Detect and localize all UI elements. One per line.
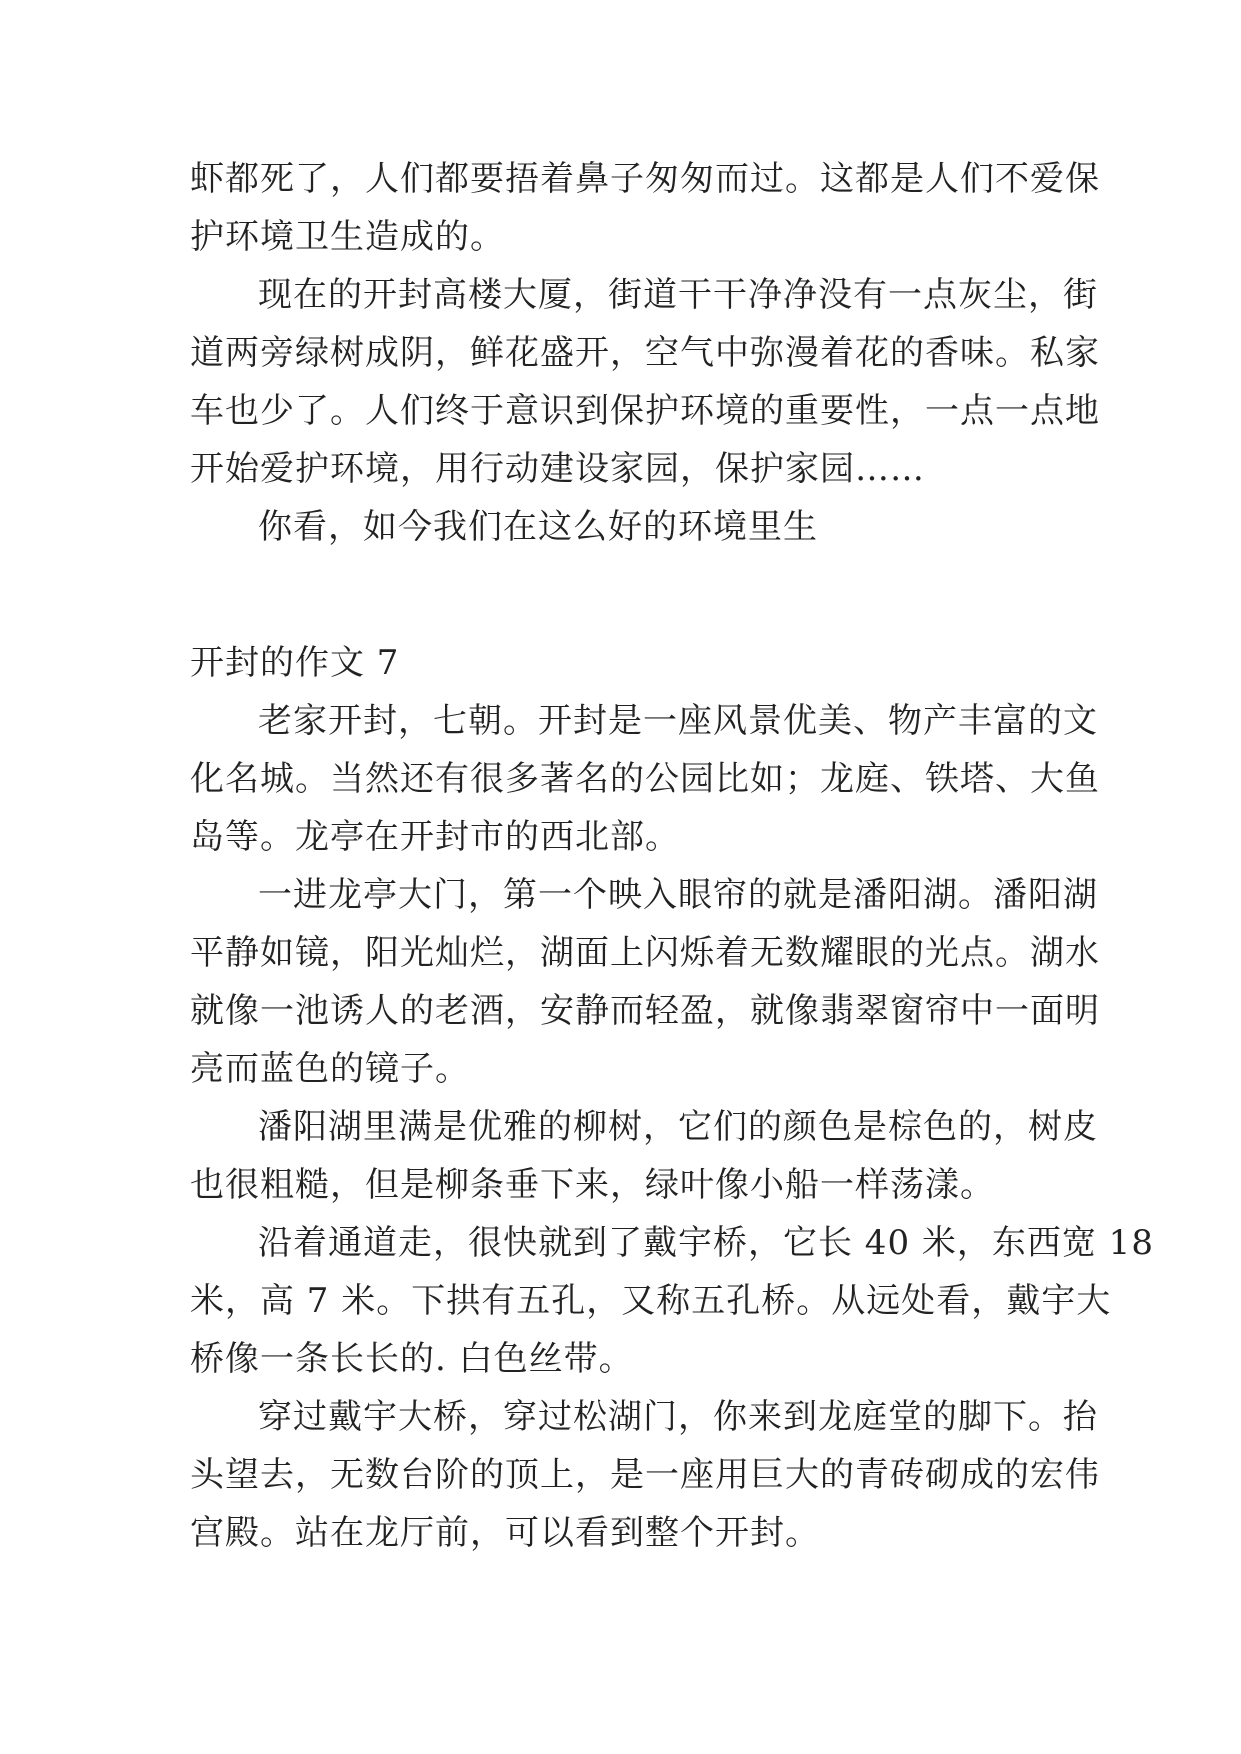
text-line: 道两旁绿树成阴，鲜花盛开，空气中弥漫着花的香味。私家 bbox=[190, 333, 1100, 373]
text-line: 潘阳湖里满是优雅的柳树，它们的颜色是棕色的，树皮 bbox=[258, 1107, 1098, 1147]
text-line: 现在的开封高楼大厦，街道干干净净没有一点灰尘，街 bbox=[258, 275, 1098, 315]
text-line: 岛等。龙亭在开封市的西北部。 bbox=[190, 817, 680, 857]
text-line: 老家开封，七朝。开封是一座风景优美、物产丰富的文 bbox=[258, 701, 1098, 741]
text-line: 米，高 7 米。下拱有五孔，又称五孔桥。从远处看，戴宇大 bbox=[190, 1281, 1112, 1321]
document-page bbox=[190, 150, 1154, 1562]
text-line: 也很粗糙，但是柳条垂下来，绿叶像小船一样荡漾。 bbox=[190, 1165, 995, 1205]
text-line: 桥像一条长长的. 白色丝带。 bbox=[190, 1339, 634, 1379]
text-line: 虾都死了，人们都要捂着鼻子匆匆而过。这都是人们不爱保 bbox=[190, 159, 1100, 199]
section-heading: 开封的作文 7 bbox=[190, 643, 400, 683]
text-line: 化名城。当然还有很多著名的公园比如；龙庭、铁塔、大鱼 bbox=[190, 759, 1100, 799]
text-line: 沿着通道走，很快就到了戴宇桥，它长 40 米，东西宽 18 bbox=[258, 1223, 1154, 1263]
text-line: 你看，如今我们在这么好的环境里生 bbox=[258, 507, 818, 547]
text-line: 开始爱护环境，用行动建设家园，保护家园…… bbox=[190, 449, 925, 489]
text-line: 就像一池诱人的老酒，安静而轻盈，就像翡翠窗帘中一面明 bbox=[190, 991, 1100, 1031]
text-line: 一进龙亭大门，第一个映入眼帘的就是潘阳湖。潘阳湖 bbox=[258, 875, 1098, 915]
text-line: 穿过戴宇大桥，穿过松湖门，你来到龙庭堂的脚下。抬 bbox=[258, 1397, 1098, 1437]
text-line: 宫殿。站在龙厅前，可以看到整个开封。 bbox=[190, 1513, 820, 1553]
section-spacer bbox=[190, 556, 1050, 634]
text-line: 头望去，无数台阶的顶上，是一座用巨大的青砖砌成的宏伟 bbox=[190, 1455, 1100, 1495]
text-line: 车也少了。人们终于意识到保护环境的重要性，一点一点地 bbox=[190, 391, 1100, 431]
text-line: 护环境卫生造成的。 bbox=[190, 217, 505, 257]
text-line: 亮而蓝色的镜子。 bbox=[190, 1049, 470, 1089]
text-line: 平静如镜，阳光灿烂，湖面上闪烁着无数耀眼的光点。湖水 bbox=[190, 933, 1100, 973]
